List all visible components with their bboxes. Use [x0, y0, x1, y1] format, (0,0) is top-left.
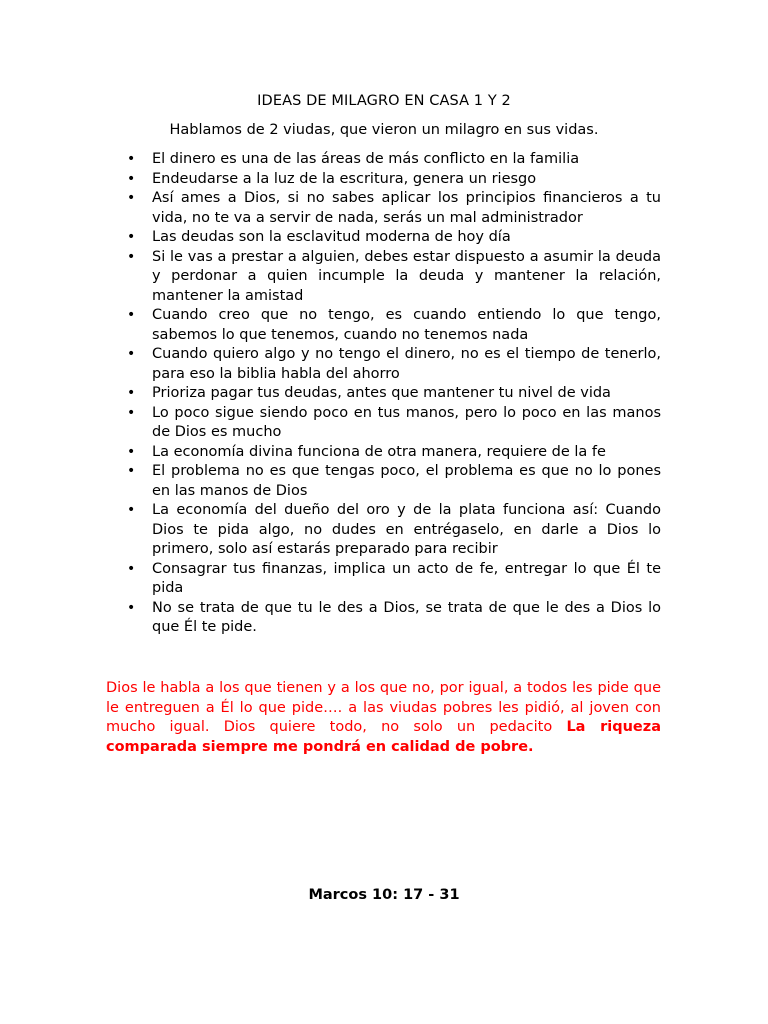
bullet-marker: • — [127, 170, 136, 187]
list-item — [126, 384, 661, 404]
bullet-marker: • — [127, 151, 136, 167]
intro-paragraph: Hablamos de 2 viudas, que vieron un milagro en sus vidas. — [169, 122, 599, 138]
list-item-text: Si le vas a prestar a alguien, debes estar dispuesto a asumir la deuda y perdonar a quien incumple la deuda y mantener la relación, mantener la amistad — [152, 248, 661, 304]
list-item-text: Así ames a Dios, si no sabes aplicar los principios financieros a tu vida, no te va a servir de nada, serás un mal administrador — [152, 190, 661, 226]
closing-bold-text: La riqueza comparada siempre me pondrá en calidad de pobre. — [106, 719, 661, 755]
list-item-text: Cuando quiero algo y no tengo el dinero, no es el tiempo de tenerlo, para eso la biblia habla del ahorro — [152, 346, 661, 382]
list-item — [126, 443, 661, 463]
list-item-text: Prioriza pagar tus deudas, antes que mantener tu nivel de vida — [152, 385, 611, 401]
bullet-marker: • — [127, 560, 136, 577]
list-item — [126, 150, 661, 170]
document-title: IDEAS DE MILAGRO EN CASA 1 Y 2 — [257, 93, 511, 109]
bullet-marker: • — [127, 385, 136, 401]
bullet-marker: • — [127, 404, 136, 421]
list-item-text: Endeudarse a la luz de la escritura, genera un riesgo — [152, 170, 537, 187]
list-item-text: Las deudas son la esclavitud moderna de hoy día — [152, 229, 511, 245]
list-item — [126, 189, 661, 228]
list-item — [126, 462, 661, 501]
bullet-marker: • — [127, 248, 136, 265]
list-item-text: Lo poco sigue siendo poco en tus manos, pero lo poco en las manos de Dios es mucho — [152, 404, 661, 440]
bullet-marker: • — [127, 599, 136, 616]
list-item — [126, 306, 661, 345]
bullet-marker: • — [127, 190, 136, 206]
bullet-marker: • — [127, 229, 136, 245]
list-item — [126, 501, 661, 560]
list-item — [126, 228, 661, 248]
list-item-text: No se trata de que tu le des a Dios, se trata de que le des a Dios lo que Él te pide. — [152, 599, 661, 635]
bullet-marker: • — [127, 502, 136, 518]
list-item — [126, 560, 661, 599]
bullet-marker: • — [127, 463, 136, 479]
closing-text: Dios le habla a los que tienen y a los que no, por igual, a todos les pide que le entreguen a Él lo que pide…. a las viudas pobres les pidió, al joven con mucho igual. Dios quiere todo, no solo un pedacito — [106, 680, 661, 735]
list-item-text: El problema no es que tengas poco, el problema es que no lo pones en las manos de Dios — [152, 463, 661, 499]
list-item-text: Cuando creo que no tengo, es cuando entiendo lo que tengo, sabemos lo que tenemos, cuando no tenemos nada — [152, 307, 661, 343]
list-item — [126, 404, 661, 443]
bullet-marker: • — [127, 307, 136, 323]
bullet-list — [126, 150, 661, 638]
scripture-reference: Marcos 10: 17 - 31 — [308, 887, 460, 903]
bullet-marker: • — [127, 443, 136, 460]
list-item — [126, 248, 661, 307]
list-item — [126, 170, 661, 190]
list-item — [126, 345, 661, 384]
list-item-text: Consagrar tus finanzas, implica un acto de fe, entregar lo que Él te pida — [152, 560, 661, 596]
list-item-text: La economía del dueño del oro y de la plata funciona así: Cuando Dios te pida algo, no dudes en entrégaselo, en darle a Dios lo primero, solo así estarás preparado para recibir — [152, 502, 661, 557]
bullet-marker: • — [127, 346, 136, 362]
list-item — [126, 599, 661, 638]
list-item-text: La economía divina funciona de otra manera, requiere de la fe — [152, 443, 606, 460]
list-item-text: El dinero es una de las áreas de más conflicto en la familia — [152, 151, 580, 167]
closing-paragraph — [106, 679, 661, 757]
